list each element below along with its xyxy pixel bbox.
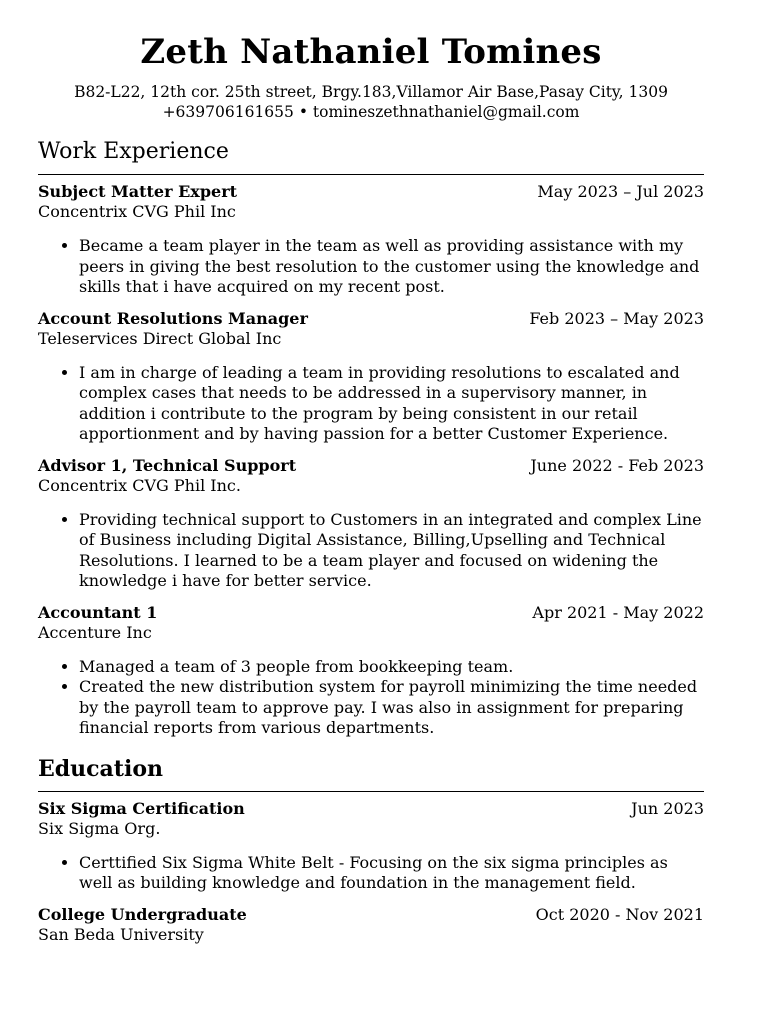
education-entry bbox=[38, 798, 704, 894]
address-line: B82-L22, 12th cor. 25th street, Brgy.183,Villamor Air Base,Pasay City, 1309 bbox=[74, 83, 668, 101]
education-entry bbox=[38, 904, 704, 945]
work-experience-heading: Work Experience bbox=[38, 138, 704, 175]
job-dates: May 2023 – Jul 2023 bbox=[537, 182, 704, 201]
bullet-item: • Created the new distribution system for payroll minimizing the time needed by the payroll team to approve pay. I was also in assignment for preparing financial reports from various departments. bbox=[79, 677, 704, 739]
job-bullets bbox=[38, 236, 704, 298]
work-entry bbox=[38, 455, 704, 592]
company-name: Concentrix CVG Phil Inc. bbox=[38, 475, 241, 495]
bullet-item: • I am in charge of leading a team in providing resolutions to escalated and complex cases that needs to be addressed in a supervisory manner, in addition i contribute to the program by being consistent in our retail apportionment and by having passion for a better Customer Experience. bbox=[79, 363, 704, 445]
job-title: Subject Matter Expert bbox=[38, 182, 238, 201]
work-entry bbox=[38, 308, 704, 445]
company-name: Teleservices Direct Global Inc bbox=[38, 328, 282, 348]
work-entry bbox=[38, 181, 704, 298]
bullet-item: • Became a team player in the team as well as providing assistance with my peers in giving the best resolution to the customer using the knowledge and skills that i have acquired on my recent post. bbox=[79, 236, 704, 298]
education-title: Six Sigma Certification bbox=[38, 798, 245, 818]
bullet-item: • Providing technical support to Customers in an integrated and complex Line of Business including Digital Assistance, Billing,Upselling and Technical Resolutions. I learned to be a team player and focused on widening the knowledge i have for better service. bbox=[79, 510, 704, 592]
job-bullets bbox=[38, 363, 704, 445]
education-bullets bbox=[38, 853, 704, 894]
job-dates: June 2022 - Feb 2023 bbox=[530, 455, 704, 475]
job-dates: Feb 2023 – May 2023 bbox=[529, 308, 704, 328]
education-heading: Education bbox=[38, 755, 704, 792]
work-entry bbox=[38, 602, 704, 739]
contact-block bbox=[38, 82, 704, 122]
company-name: Concentrix CVG Phil Inc bbox=[38, 202, 236, 221]
education-title: College Undergraduate bbox=[38, 904, 247, 924]
job-title: Account Resolutions Manager bbox=[38, 308, 308, 328]
job-title: Accountant 1 bbox=[38, 602, 158, 622]
bullet-item: • Certtified Six Sigma White Belt - Focusing on the six sigma principles as well as building knowledge and foundation in the management field. bbox=[79, 853, 704, 894]
job-title: Advisor 1, Technical Support bbox=[38, 455, 297, 475]
institution-name: San Beda University bbox=[38, 924, 204, 944]
institution-name: Six Sigma Org. bbox=[38, 818, 161, 838]
phone-email-line: +639706161655 • tomineszethnathaniel@gmail.com bbox=[162, 103, 580, 121]
bullet-item: • Managed a team of 3 people from bookkeeping team. bbox=[79, 657, 704, 678]
education-dates: Oct 2020 - Nov 2021 bbox=[535, 904, 704, 924]
job-bullets bbox=[38, 657, 704, 739]
candidate-name: Zeth Nathaniel Tomines bbox=[140, 32, 602, 72]
company-name: Accenture Inc bbox=[38, 622, 152, 642]
education-dates: Jun 2023 bbox=[631, 798, 704, 818]
job-dates: Apr 2021 - May 2022 bbox=[532, 602, 704, 622]
resume-page bbox=[38, 30, 704, 945]
job-bullets bbox=[38, 510, 704, 592]
